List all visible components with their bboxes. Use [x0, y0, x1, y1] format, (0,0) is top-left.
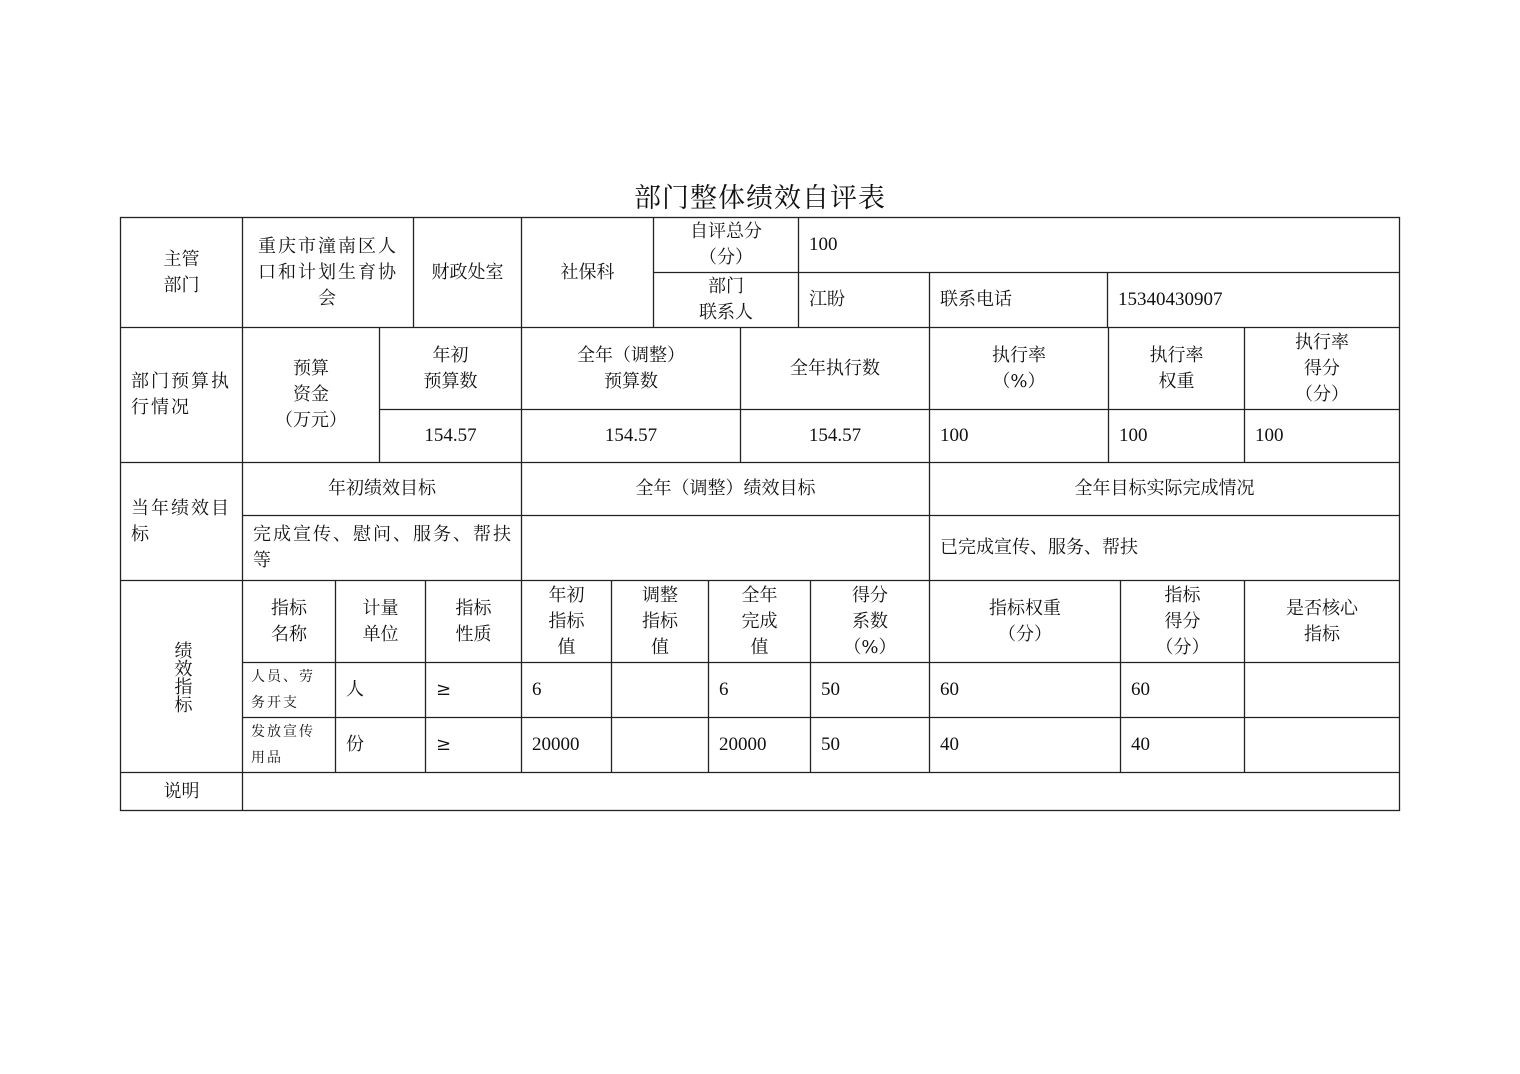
budget-initial-value: 154.57: [424, 425, 477, 446]
budget-col-adjusted: 全年（调整） 预算数: [577, 344, 685, 392]
table-row-1-core: [1245, 663, 1399, 717]
budget-rate-value: 100: [940, 425, 969, 446]
ind-header-score: 指标 得分 （分）: [1155, 584, 1210, 658]
goals-col-actual: 全年目标实际完成情况: [1074, 478, 1255, 499]
page-title: 部门整体绩效自评表: [634, 183, 886, 214]
table-row-2-name: 发放宣传用品: [251, 724, 315, 766]
ind-header-nature: 指标 性质: [455, 597, 492, 645]
table-row-1-score: 60: [1131, 679, 1150, 700]
table-row-2-coefficient: 50: [821, 734, 840, 755]
budget-funds-label: 预算 资金 （万元）: [275, 358, 347, 431]
goals-actual-value: 已完成宣传、服务、帮扶: [940, 537, 1138, 558]
table-row-2-core: [1245, 718, 1399, 772]
table-row-2-adjusted: [612, 718, 708, 772]
goals-adjusted-value: [522, 516, 929, 580]
ind-header-initial: 年初 指标 值: [548, 584, 585, 658]
score-label: 自评总分 （分）: [690, 221, 762, 268]
budget-col-initial: 年初 预算数: [423, 344, 478, 392]
contact-label: 部门 联系人: [699, 276, 753, 323]
budget-col-score: 执行率 得分 （分）: [1295, 331, 1349, 405]
goals-initial-value: 完成宣传、慰问、服务、帮扶等: [253, 524, 513, 571]
ind-header-coefficient: 得分 系数 （%）: [843, 584, 897, 658]
table-row-2-initial: 20000: [532, 734, 580, 755]
budget-col-weight: 执行率 权重: [1149, 344, 1204, 392]
goals-col-initial: 年初绩效目标: [328, 478, 436, 499]
table-row-2-weight: 40: [940, 734, 959, 755]
indicators-section-text: 绩效指标: [171, 640, 193, 713]
budget-col-executed: 全年执行数: [790, 357, 880, 379]
phone-value: 15340430907: [1118, 289, 1223, 310]
table-row-1-coefficient: 50: [821, 679, 840, 700]
contact-name: 江盼: [809, 289, 845, 310]
dept-label: 主管 部门: [163, 248, 200, 296]
budget-score-value: 100: [1255, 425, 1284, 446]
score-value: 100: [809, 234, 838, 255]
goals-section-label: 当年绩效目标: [131, 497, 231, 545]
table-row-1-name: 人员、劳务开支: [251, 669, 315, 711]
table-row-2-unit: 份: [346, 734, 364, 755]
ind-header-unit: 计量 单位: [362, 597, 399, 645]
goals-col-adjusted: 全年（调整）绩效目标: [635, 478, 816, 499]
ind-header-core: 是否核心 指标: [1286, 597, 1358, 645]
budget-adjusted-value: 154.57: [604, 425, 658, 446]
ind-header-adjusted: 调整 指标 值: [642, 584, 678, 658]
table-row-1-nature: ≥: [436, 679, 452, 700]
budget-col-rate: 执行率 （%）: [992, 344, 1046, 392]
table-row-2-completed: 20000: [719, 734, 767, 755]
office-name: 社保科: [560, 261, 615, 283]
table-row-2-score: 40: [1131, 734, 1150, 755]
table-row-1-initial: 6: [532, 679, 542, 700]
ind-header-completed: 全年 完成 值: [741, 584, 778, 658]
budget-weight-value: 100: [1119, 425, 1148, 446]
table-row-1-weight: 60: [940, 679, 959, 700]
budget-executed-value: 154.57: [808, 425, 862, 446]
ind-header-name: 指标 名称: [271, 597, 307, 645]
table-row-1-adjusted: [612, 663, 708, 717]
budget-section-label: 部门预算执行情况: [131, 371, 231, 418]
dept-name: 重庆市潼南区人口和计划生育协会: [258, 235, 398, 309]
notes-value: [243, 773, 1399, 810]
phone-label: 联系电话: [940, 289, 1012, 310]
indicators-section-label: [121, 581, 242, 772]
table-row-1-unit: 人: [346, 679, 364, 700]
table-row-2-nature: ≥: [436, 734, 452, 755]
ind-header-weight: 指标权重 （分）: [989, 597, 1061, 645]
office-label: 财政处室: [431, 261, 504, 283]
notes-label: 说明: [163, 780, 200, 802]
table-row-1-completed: 6: [719, 679, 729, 700]
